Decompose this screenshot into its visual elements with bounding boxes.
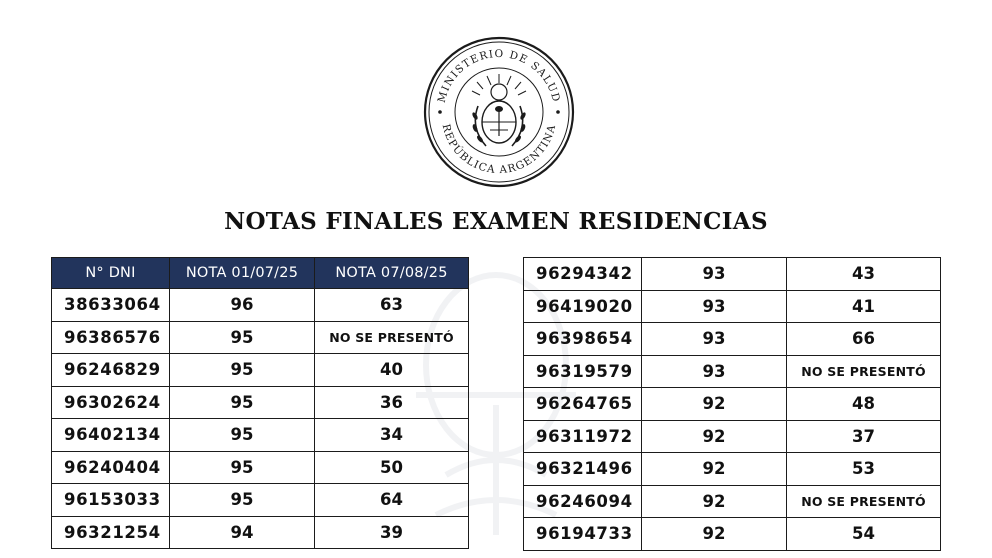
table-row	[52, 451, 469, 484]
nota-1-cell: 94	[170, 516, 315, 549]
dni-cell: 96302624	[52, 386, 170, 419]
header-nota-2: NOTA 07/08/25	[315, 258, 469, 289]
table-row	[52, 516, 469, 549]
ministry-seal	[420, 36, 578, 188]
nota-2-cell: 36	[315, 386, 469, 419]
table-row	[52, 289, 469, 322]
nota-2-cell: NO SE PRESENTÓ	[315, 321, 469, 354]
table-row	[52, 419, 469, 452]
nota-1-cell: 92	[642, 518, 787, 551]
dni-cell: 96386576	[52, 321, 170, 354]
dni-cell: 96264765	[524, 388, 642, 421]
dni-cell: 96321496	[524, 453, 642, 486]
dni-cell: 96311972	[524, 420, 642, 453]
nota-2-cell: 66	[787, 323, 941, 356]
nota-1-cell: 92	[642, 453, 787, 486]
nota-2-cell: 63	[315, 289, 469, 322]
nota-1-cell: 95	[170, 321, 315, 354]
nota-1-cell: 92	[642, 388, 787, 421]
table-row	[524, 258, 941, 291]
nota-2-cell: 53	[787, 453, 941, 486]
table-row	[52, 321, 469, 354]
nota-2-cell: 39	[315, 516, 469, 549]
dni-cell: 96398654	[524, 323, 642, 356]
table-row	[524, 290, 941, 323]
grades-table-left	[51, 257, 469, 549]
dni-cell: 96319579	[524, 355, 642, 388]
nota-1-cell: 96	[170, 289, 315, 322]
nota-2-cell: NO SE PRESENTÓ	[787, 355, 941, 388]
table-row	[52, 484, 469, 517]
nota-2-cell: NO SE PRESENTÓ	[787, 485, 941, 518]
nota-2-cell: 34	[315, 419, 469, 452]
dni-cell: 96240404	[52, 451, 170, 484]
table-row	[524, 518, 941, 551]
table-row	[52, 386, 469, 419]
dni-cell: 96419020	[524, 290, 642, 323]
nota-1-cell: 92	[642, 420, 787, 453]
header-dni: N° DNI	[52, 258, 170, 289]
dni-cell: 96246829	[52, 354, 170, 387]
table-header-row	[52, 258, 469, 289]
table-row	[524, 388, 941, 421]
nota-2-cell: 54	[787, 518, 941, 551]
nota-2-cell: 43	[787, 258, 941, 291]
table-row	[524, 323, 941, 356]
nota-1-cell: 93	[642, 258, 787, 291]
dni-cell: 96402134	[52, 419, 170, 452]
nota-1-cell: 93	[642, 323, 787, 356]
nota-2-cell: 40	[315, 354, 469, 387]
table-row	[524, 420, 941, 453]
nota-1-cell: 95	[170, 419, 315, 452]
table-row	[52, 354, 469, 387]
nota-2-cell: 48	[787, 388, 941, 421]
nota-1-cell: 92	[642, 485, 787, 518]
header-nota-1: NOTA 01/07/25	[170, 258, 315, 289]
nota-2-cell: 37	[787, 420, 941, 453]
nota-1-cell: 95	[170, 354, 315, 387]
nota-2-cell: 64	[315, 484, 469, 517]
nota-1-cell: 95	[170, 451, 315, 484]
dni-cell: 96321254	[52, 516, 170, 549]
nota-2-cell: 50	[315, 451, 469, 484]
grades-table-right	[523, 257, 941, 551]
table-row	[524, 453, 941, 486]
seal-bottom-text: REPÚBLICA ARGENTINA	[439, 122, 559, 177]
nota-2-cell: 41	[787, 290, 941, 323]
dni-cell: 96194733	[524, 518, 642, 551]
dni-cell: 96294342	[524, 258, 642, 291]
seal-top-text: MINISTERIO DE SALUD	[435, 47, 563, 105]
page-title: NOTAS FINALES EXAMEN RESIDENCIAS	[224, 208, 768, 235]
table-row	[524, 485, 941, 518]
nota-1-cell: 95	[170, 386, 315, 419]
nota-1-cell: 93	[642, 290, 787, 323]
dni-cell: 96153033	[52, 484, 170, 517]
nota-1-cell: 95	[170, 484, 315, 517]
nota-1-cell: 93	[642, 355, 787, 388]
table-row	[524, 355, 941, 388]
dni-cell: 38633064	[52, 289, 170, 322]
dni-cell: 96246094	[524, 485, 642, 518]
